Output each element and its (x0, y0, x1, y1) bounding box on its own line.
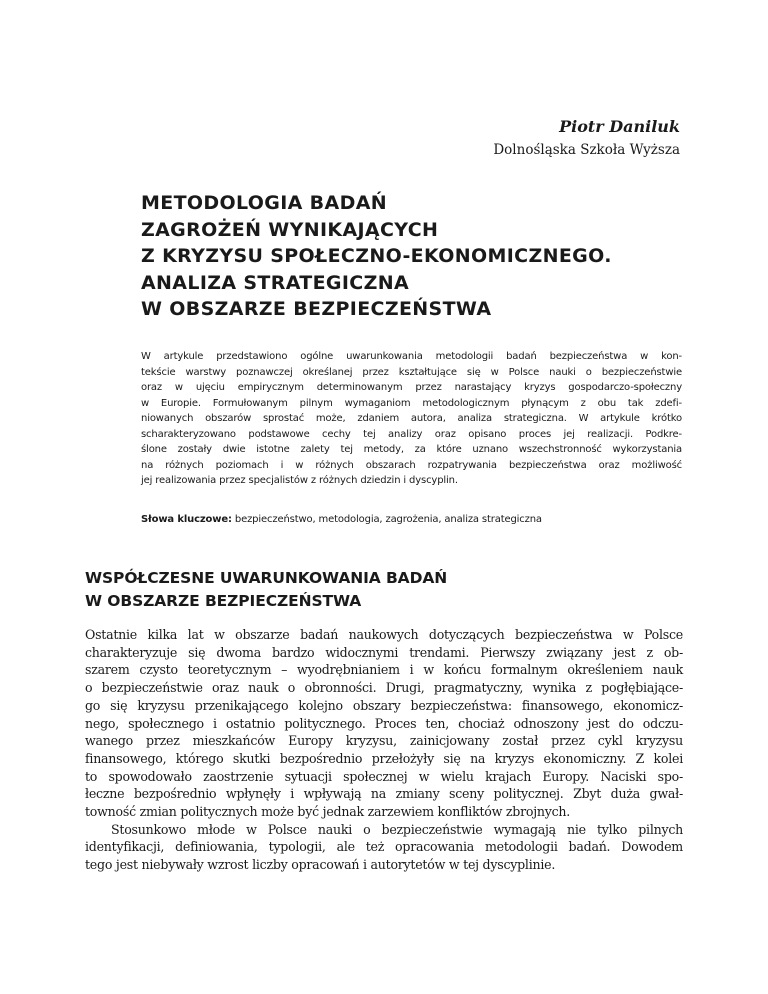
paragraph-1 (85, 626, 683, 821)
keywords (141, 512, 542, 527)
paragraph-2 (85, 821, 683, 874)
author-block (493, 116, 680, 160)
author-name: Piotr Daniluk (559, 117, 680, 136)
title-line: Z KRYZYSU SPOŁECZNO-EKONOMICZNEGO. (141, 245, 612, 267)
body-line: finansowego, którego skutki bezpośrednio przełożyły się na kryzys ekonomiczny. Z kolei (85, 750, 683, 766)
keywords-text: bezpieczeństwo, metodologia, zagrożenia, analiza strategiczna (234, 514, 542, 525)
abstract-line: w Europie. Formułowanym pilnym wymaganiom metodologicznym płynącym z obu tak zdefi- (141, 397, 682, 409)
abstract-line: niowanych obszarów sprostać może, zdaniem autora, analiza strategiczna. W artykule krótko (141, 413, 682, 424)
abstract-line: jej realizowania przez specjalistów z różnych dziedzin i dyscyplin. (141, 475, 458, 486)
title-line: METODOLOGIA BADAŃ (141, 192, 388, 214)
abstract-line: ślone zostały dwie istotne zalety tej metody, za które uznano wszechstronność wykorzystania (141, 444, 682, 455)
body-line: nego, społecznego i ostatnio politycznego. Proces ten, chociaż odnoszony jest do odczu- (85, 715, 683, 731)
body-line: szarem czysto teoretycznym – wyodrębnianiem i w końcu formalnym określeniem nauk (85, 662, 683, 678)
abstract-line: oraz w ujęciu empirycznym determinowanym przez narastający kryzys gospodarczo-społeczny (141, 382, 682, 393)
section-heading-line: WSPÓŁCZESNE UWARUNKOWANIA BADAŃ (85, 569, 448, 587)
body-line: charakteryzuje się dwoma bardzo widocznymi trendami. Pierwszy związany jest z ob- (85, 644, 683, 660)
body-line: wanego przez mieszkańców Europy kryzysu, zainicjowany został przez cykl kryzysu (85, 733, 683, 749)
article-title (141, 190, 701, 323)
body-line: łeczne bezpośrednio wpłynęły i wpływają na zmiany sceny politycznej. Zbyt duża gwał- (85, 786, 683, 802)
keywords-label: Słowa kluczowe: (141, 514, 232, 525)
abstract-line: tekście warstwy poznawczej określanej przez kształtujące się w Polsce nauki o bezpieczeństwie (141, 366, 682, 378)
body-line: tego jest niebywały wzrost liczby opracowań i autorytetów w tej dyscyplinie. (85, 857, 556, 873)
body-line: Ostatnie kilka lat w obszarze badań naukowych dotyczących bezpieczeństwa w Polsce (85, 627, 683, 642)
body-line: towność zmian politycznych może być jednak zarzewiem konfliktów zbrojnych. (85, 804, 570, 820)
section-heading-line: W OBSZARZE BEZPIECZEŃSTWA (85, 592, 362, 610)
body-line: to spowodowało zaostrzenie sytuacji społecznej w wielu krajach Europy. Naciski spo- (85, 768, 683, 784)
title-line: W OBSZARZE BEZPIECZEŃSTWA (141, 298, 492, 320)
title-line: ANALIZA STRATEGICZNA (141, 271, 410, 294)
body-line: identyfikacji, definiowania, typologii, ale też opracowania metodologii badań. Dowodem (85, 839, 683, 855)
title-line: ZAGROŻEŃ WYNIKAJĄCYCH (141, 218, 439, 241)
abstract-line: scharakteryzowano podstawowe cechy tej analizy oraz opisano proces jej realizacji. Podkre- (141, 428, 682, 440)
section-heading (85, 567, 447, 613)
body-line: Stosunkowo młode w Polsce nauki o bezpieczeństwie wymagają nie tylko pilnych (111, 821, 683, 837)
abstract (141, 349, 682, 489)
body-text (85, 626, 683, 874)
abstract-line: na różnych poziomach i w różnych obszarach rozpatrywania bezpieczeństwa oraz możliwość (141, 459, 682, 471)
body-line: o bezpieczeństwie oraz nauk o obronności. Drugi, pragmatyczny, wynika z pogłębiające- (85, 680, 683, 696)
abstract-line: W artykule przedstawiono ogólne uwarunkowania metodologii badań bezpieczeństwa w kon- (141, 351, 682, 362)
author-affiliation: Dolnośląska Szkoła Wyższa (493, 142, 680, 158)
body-line: go się kryzysu przenikającego kolejno obszary bezpieczeństwa: finansowego, ekonomicz- (85, 697, 683, 713)
